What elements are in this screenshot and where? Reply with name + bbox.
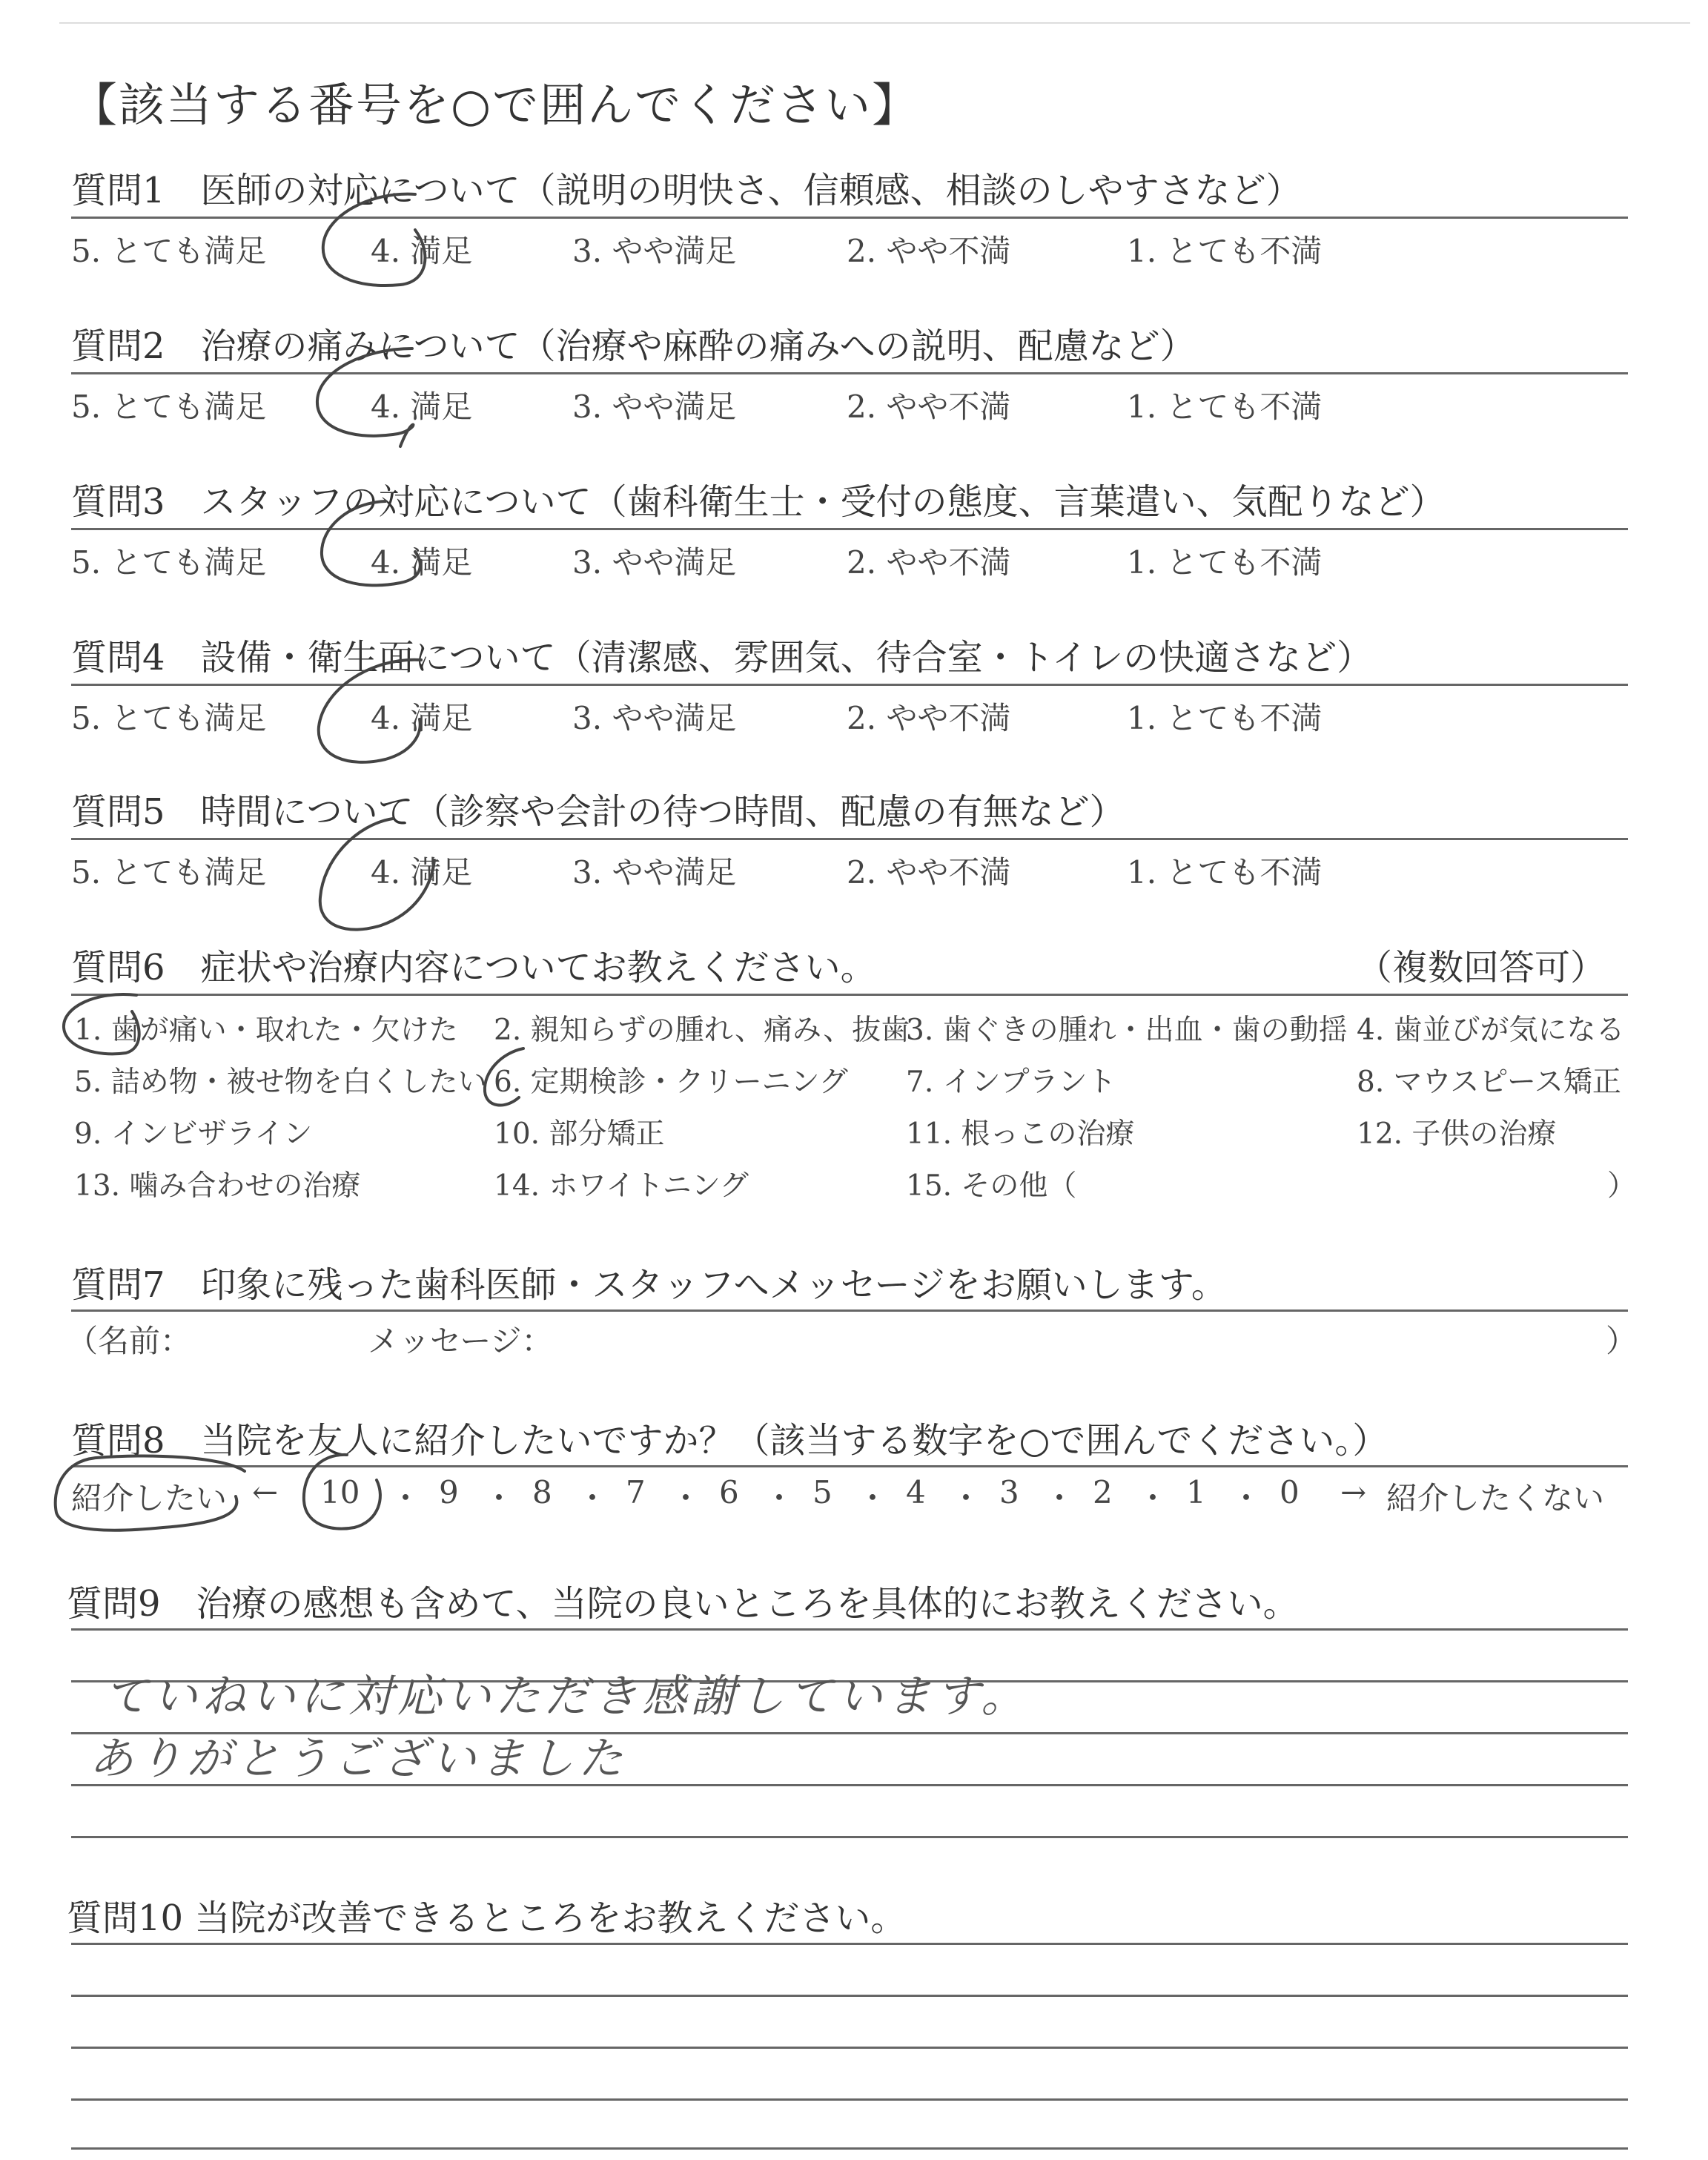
writing-line [71,1628,1628,1631]
q6-option-14[interactable]: 14. ホワイトニング [494,1169,749,1203]
option-2[interactable]: 2. やや不満 [847,854,1011,891]
arrow-left: ← [252,1474,279,1510]
scale-dot: ・ [390,1480,422,1516]
handwritten-answer-line-1: ていねいに対応いただき感謝しています。 [104,1671,1030,1723]
option-2[interactable]: 2. やや不満 [847,544,1011,581]
q6-option-3[interactable]: 3. 歯ぐきの腫れ・出血・歯の動揺 [906,1014,1348,1047]
scale-10[interactable]: 10 [320,1474,360,1510]
option-1[interactable]: 1. とても不満 [1127,700,1323,736]
scale-8[interactable]: 8 [532,1474,552,1510]
option-1[interactable]: 1. とても不満 [1127,233,1323,269]
q6-option-6[interactable]: 6. 定期検診・クリーニング [494,1066,848,1099]
option-2[interactable]: 2. やや不満 [847,233,1011,269]
scale-1[interactable]: 1 [1186,1474,1206,1510]
q6-option-11[interactable]: 11. 根っこの治療 [906,1117,1135,1151]
scale-dot: ・ [670,1480,702,1516]
option-3[interactable]: 3. やや満足 [572,389,737,425]
option-3[interactable]: 3. やや満足 [572,854,737,891]
divider [71,684,1628,686]
option-1[interactable]: 1. とても不満 [1127,544,1323,581]
q6-option-5[interactable]: 5. 詰め物・被せ物を白くしたい [74,1066,487,1099]
q6-option-13[interactable]: 13. 噛み合わせの治療 [74,1169,361,1203]
scale-5[interactable]: 5 [812,1474,833,1510]
recommend-no-label: 紹介したくない [1386,1480,1605,1516]
option-2[interactable]: 2. やや不満 [847,389,1011,425]
writing-line [71,2098,1628,2101]
q6-option-7[interactable]: 7. インプラント [906,1066,1116,1099]
divider [71,994,1628,996]
scale-2[interactable]: 2 [1093,1474,1113,1510]
question-heading: 質問10 当院が改善できるところをお教えください。 [67,1898,907,1939]
scale-dot: ・ [1044,1480,1076,1516]
question-heading: 質問1 医師の対応について（説明の明快さ、信頼感、相談のしやすさなど） [71,170,1302,211]
multiple-answer-note: （複数回答可） [1357,947,1606,988]
option-4[interactable]: 4. 満足 [371,854,473,891]
divider [71,528,1628,530]
q6-option-10[interactable]: 10. 部分矯正 [494,1117,665,1151]
option-5[interactable]: 5. とても満足 [71,233,267,269]
scale-dot: ・ [1137,1480,1169,1516]
question-heading: 質問2 治療の痛みについて（治療や麻酔の痛みへの説明、配慮など） [71,326,1196,367]
writing-line [71,1836,1628,1838]
scale-dot: ・ [764,1480,795,1516]
question-heading: 質問5 時間について（診察や会計の待つ時間、配慮の有無など） [71,791,1125,833]
q6-option-9[interactable]: 9. インビザライン [74,1117,313,1151]
option-4[interactable]: 4. 満足 [371,700,473,736]
scale-7[interactable]: 7 [626,1474,646,1510]
divider [71,217,1628,219]
option-5[interactable]: 5. とても満足 [71,854,267,891]
option-5[interactable]: 5. とても満足 [71,700,267,736]
q6-option-1[interactable]: 1. 歯が痛い・取れた・欠けた [74,1014,458,1047]
recommend-yes-label: 紹介したい [71,1480,228,1516]
option-1[interactable]: 1. とても不満 [1127,854,1323,891]
q6-option-12[interactable]: 12. 子供の治療 [1357,1117,1557,1151]
scale-3[interactable]: 3 [999,1474,1019,1510]
option-3[interactable]: 3. やや満足 [572,700,737,736]
option-5[interactable]: 5. とても満足 [71,389,267,425]
name-label: （名前： [67,1323,192,1359]
writing-line [71,2147,1628,2150]
writing-line [71,2047,1628,2049]
q6-option-2[interactable]: 2. 親知らずの腫れ、痛み、抜歯 [494,1014,910,1047]
scale-0[interactable]: 0 [1280,1474,1300,1510]
divider [71,1309,1628,1312]
option-5[interactable]: 5. とても満足 [71,544,267,581]
question-heading: 質問8 当院を友人に紹介したいですか？（該当する数字を○で囲んでください。） [71,1420,1388,1462]
option-3[interactable]: 3. やや満足 [572,233,737,269]
scale-4[interactable]: 4 [906,1474,926,1510]
message-close: ） [1606,1323,1638,1359]
question-heading: 質問4 設備・衛生面について（清潔感、雰囲気、待合室・トイレの快適さなど） [71,637,1373,678]
page-top-edge [59,22,1690,24]
arrow-right: → [1340,1474,1367,1510]
writing-line [71,1995,1628,1997]
handwritten-answer-line-2: ありがとうございました [89,1733,627,1785]
scale-dot: ・ [857,1480,889,1516]
divider [71,838,1628,840]
q6-option-4[interactable]: 4. 歯並びが気になる [1357,1014,1625,1047]
option-2[interactable]: 2. やや不満 [847,700,1011,736]
question-heading: 質問7 印象に残った歯科医師・スタッフへメッセージをお願いします。 [71,1264,1227,1306]
option-1[interactable]: 1. とても不満 [1127,389,1323,425]
question-heading: 質問3 スタッフの対応について（歯科衛生士・受付の態度、言葉遣い、気配りなど） [71,481,1446,523]
scale-6[interactable]: 6 [719,1474,739,1510]
q6-other-close: ） [1607,1169,1637,1203]
scale-9[interactable]: 9 [439,1474,459,1510]
divider [71,1465,1628,1467]
option-3[interactable]: 3. やや満足 [572,544,737,581]
page-title: 【該当する番号を○で囲んでください】 [71,78,920,132]
question-heading: 質問9 治療の感想も含めて、当院の良いところを具体的にお教えください。 [67,1583,1299,1625]
q6-option-8[interactable]: 8. マウスピース矯正 [1357,1066,1621,1099]
option-4[interactable]: 4. 満足 [371,389,473,425]
message-label: メッセージ： [368,1323,553,1359]
scale-dot: ・ [483,1480,515,1516]
option-4[interactable]: 4. 満足 [371,544,473,581]
scale-dot: ・ [1231,1480,1262,1516]
option-4[interactable]: 4. 満足 [371,233,473,269]
question-heading: 質問6 症状や治療内容についてお教えください。 [71,947,876,988]
scale-dot: ・ [950,1480,982,1516]
scale-dot: ・ [577,1480,609,1516]
writing-line [71,1943,1628,1945]
divider [71,372,1628,374]
q6-option-15[interactable]: 15. その他（ [906,1169,1077,1203]
